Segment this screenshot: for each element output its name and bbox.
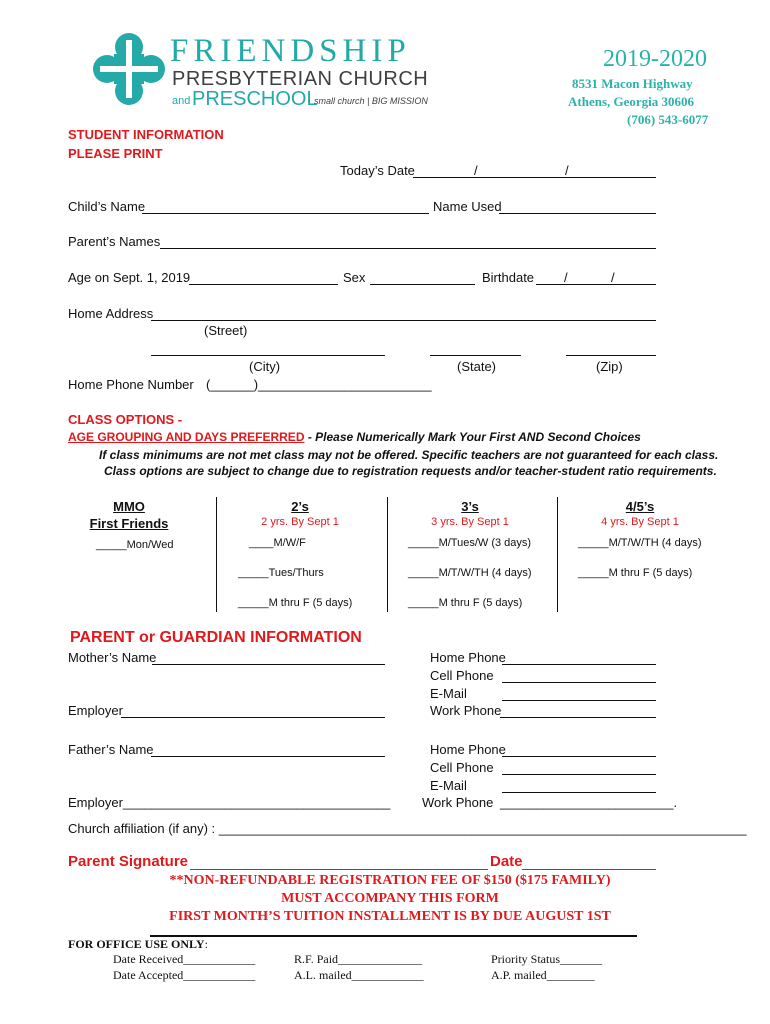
signature-date-label: Date xyxy=(490,853,523,870)
city-field[interactable] xyxy=(151,355,385,356)
father-home-phone-label: Home Phone xyxy=(430,742,506,757)
todays-date-label: Today’s Date xyxy=(340,163,415,178)
father-work-phone-field[interactable]: ________________________. xyxy=(500,795,678,810)
class-option-mmo-mon-wed[interactable]: _____Mon/Wed xyxy=(96,539,174,551)
address-line-1: 8531 Macon Highway xyxy=(572,76,693,91)
street-caption: (Street) xyxy=(204,323,248,338)
date-received-field[interactable]: Date Received____________ xyxy=(113,952,256,966)
city-caption: (City) xyxy=(249,359,281,374)
class-options-title: CLASS OPTIONS - xyxy=(68,412,183,427)
mmo-heading: MMO xyxy=(113,499,145,514)
class-option-threes-m-thru-f[interactable]: _____M thru F (5 days) xyxy=(408,597,523,609)
childs-name-field[interactable] xyxy=(142,213,429,214)
mothers-name-field[interactable] xyxy=(152,664,385,665)
first-friends-heading: First Friends xyxy=(89,516,169,531)
class-option-twos-m-thru-f[interactable]: _____M thru F (5 days) xyxy=(238,597,353,609)
logo-friendship: FRIENDSHIP xyxy=(170,33,411,69)
phone-number: (706) 543-6077 xyxy=(627,112,709,127)
mother-employer-label: Employer xyxy=(68,703,123,718)
mother-email-field[interactable] xyxy=(502,700,656,701)
date-accepted-field[interactable]: Date Accepted____________ xyxy=(113,968,256,982)
birthdate-separator: / xyxy=(564,270,568,285)
home-phone-field[interactable]: (______)________________________ xyxy=(206,377,432,392)
mother-cell-phone-label: Cell Phone xyxy=(430,668,494,683)
column-divider xyxy=(216,497,217,612)
name-used-label: Name Used xyxy=(433,199,502,214)
office-use-heading: FOR OFFICE USE ONLY xyxy=(68,937,205,951)
class-option-threes-mtw[interactable]: _____M/Tues/W (3 days) xyxy=(408,537,532,549)
fathers-name-label: Father’s Name xyxy=(68,742,154,757)
zip-caption: (Zip) xyxy=(596,359,623,374)
mother-home-phone-field[interactable] xyxy=(502,664,656,665)
mother-cell-phone-field[interactable] xyxy=(502,682,656,683)
todays-date-field[interactable] xyxy=(413,177,656,178)
address-line-2: Athens, Georgia 30606 xyxy=(568,94,695,109)
birthdate-separator: / xyxy=(611,270,615,285)
childs-name-label: Child’s Name xyxy=(68,199,146,214)
class-option-twos-mwf[interactable]: ____M/W/F xyxy=(249,537,306,549)
logo-preschool: PRESCHOOL xyxy=(192,88,318,110)
mother-email-label: E-Mail xyxy=(430,686,467,701)
state-caption: (State) xyxy=(457,359,497,374)
home-address-label: Home Address xyxy=(68,306,154,321)
twos-age-note: 2 yrs. By Sept 1 xyxy=(261,516,339,528)
sex-label: Sex xyxy=(343,270,366,285)
mother-work-phone-label: Work Phone xyxy=(430,703,502,718)
class-option-fours-m-thru-f[interactable]: _____M thru F (5 days) xyxy=(578,567,693,579)
office-use-title xyxy=(68,937,208,952)
birthdate-label: Birthdate xyxy=(482,270,535,285)
class-change-note: Class options are subject to change due to registration requests and/or teacher-student ratio requirements. xyxy=(104,464,717,478)
age-grouping-title: AGE GROUPING AND DAYS PREFERRED xyxy=(68,430,305,444)
guardian-section-title: PARENT or GUARDIAN INFORMATION xyxy=(70,629,362,646)
father-email-field[interactable] xyxy=(502,792,656,793)
logo-presbyterian-church: PRESBYTERIAN CHURCH xyxy=(172,68,429,90)
father-home-phone-field[interactable] xyxy=(502,756,656,757)
parent-signature-field[interactable] xyxy=(190,869,488,870)
fathers-name-field[interactable] xyxy=(151,756,385,757)
church-affiliation-field[interactable]: Church affiliation (if any) : _________________________________________________________________________ xyxy=(68,821,747,836)
office-use-colon: : xyxy=(204,937,208,951)
student-info-title: STUDENT INFORMATION xyxy=(68,127,224,142)
father-work-phone-label: Work Phone xyxy=(422,795,494,810)
sex-field[interactable] xyxy=(370,284,475,285)
column-divider xyxy=(557,497,558,612)
home-phone-label: Home Phone Number xyxy=(68,377,194,392)
threes-heading: 3’s xyxy=(461,499,479,514)
date-separator: / xyxy=(565,163,569,178)
logo-tagline: small church | BIG MISSION xyxy=(314,96,428,106)
zip-field[interactable] xyxy=(566,355,656,356)
class-minimum-note: If class minimums are not met class may not be offered. Specific teachers are not guaranteed for each class. xyxy=(99,448,719,462)
cross-logo-icon xyxy=(92,32,166,106)
signature-date-field[interactable] xyxy=(522,869,656,870)
al-mailed-field[interactable]: A.L. mailed____________ xyxy=(294,968,424,982)
twos-heading: 2’s xyxy=(291,499,309,514)
mother-home-phone-label: Home Phone xyxy=(430,650,506,665)
parent-signature-label: Parent Signature xyxy=(68,853,189,870)
age-field[interactable] xyxy=(189,284,338,285)
class-option-twos-tues-thurs[interactable]: _____Tues/Thurs xyxy=(238,567,324,579)
school-year: 2019-2020 xyxy=(603,46,707,72)
threes-age-note: 3 yrs. By Sept 1 xyxy=(431,516,509,528)
birthdate-field[interactable] xyxy=(536,284,656,285)
class-option-threes-mtwth[interactable]: _____M/T/W/TH (4 days) xyxy=(408,567,532,579)
logo-and: and xyxy=(172,95,191,107)
mother-employer-field[interactable] xyxy=(121,717,385,718)
rf-paid-field[interactable]: R.F. Paid______________ xyxy=(294,952,423,966)
parents-names-field[interactable] xyxy=(160,248,656,249)
fours-age-note: 4 yrs. By Sept 1 xyxy=(601,516,679,528)
name-used-field[interactable] xyxy=(499,213,656,214)
class-option-fours-mtwth[interactable]: _____M/T/W/TH (4 days) xyxy=(578,537,702,549)
date-separator: / xyxy=(474,163,478,178)
mothers-name-label: Mother’s Name xyxy=(68,650,157,665)
state-field[interactable] xyxy=(430,355,521,356)
street-field[interactable] xyxy=(151,320,656,321)
column-divider xyxy=(387,497,388,612)
fee-notice-line-2: MUST ACCOMPANY THIS FORM xyxy=(281,891,499,906)
fee-notice-line-3: FIRST MONTH’S TUITION INSTALLMENT IS BY DUE AUGUST 1ST xyxy=(169,909,611,924)
ap-mailed-field[interactable]: A.P. mailed________ xyxy=(491,968,595,982)
mark-choices-note: - Please Numerically Mark Your First AND Second Choices xyxy=(304,430,641,444)
fee-notice-line-1: **NON-REFUNDABLE REGISTRATION FEE OF $150 ($175 FAMILY) xyxy=(169,873,611,888)
father-email-label: E-Mail xyxy=(430,778,467,793)
mother-work-phone-field[interactable] xyxy=(500,717,656,718)
father-employer-field[interactable]: Employer_____________________________________ xyxy=(68,795,391,810)
class-options-instructions xyxy=(68,430,641,444)
please-print: PLEASE PRINT xyxy=(68,146,163,161)
father-cell-phone-field[interactable] xyxy=(502,774,656,775)
office-divider xyxy=(150,935,637,937)
priority-status-field[interactable]: Priority Status_______ xyxy=(491,952,603,966)
father-cell-phone-label: Cell Phone xyxy=(430,760,494,775)
parents-names-label: Parent’s Names xyxy=(68,234,161,249)
age-label: Age on Sept. 1, 2019 xyxy=(68,270,191,285)
fours-fives-heading: 4/5’s xyxy=(625,499,655,514)
